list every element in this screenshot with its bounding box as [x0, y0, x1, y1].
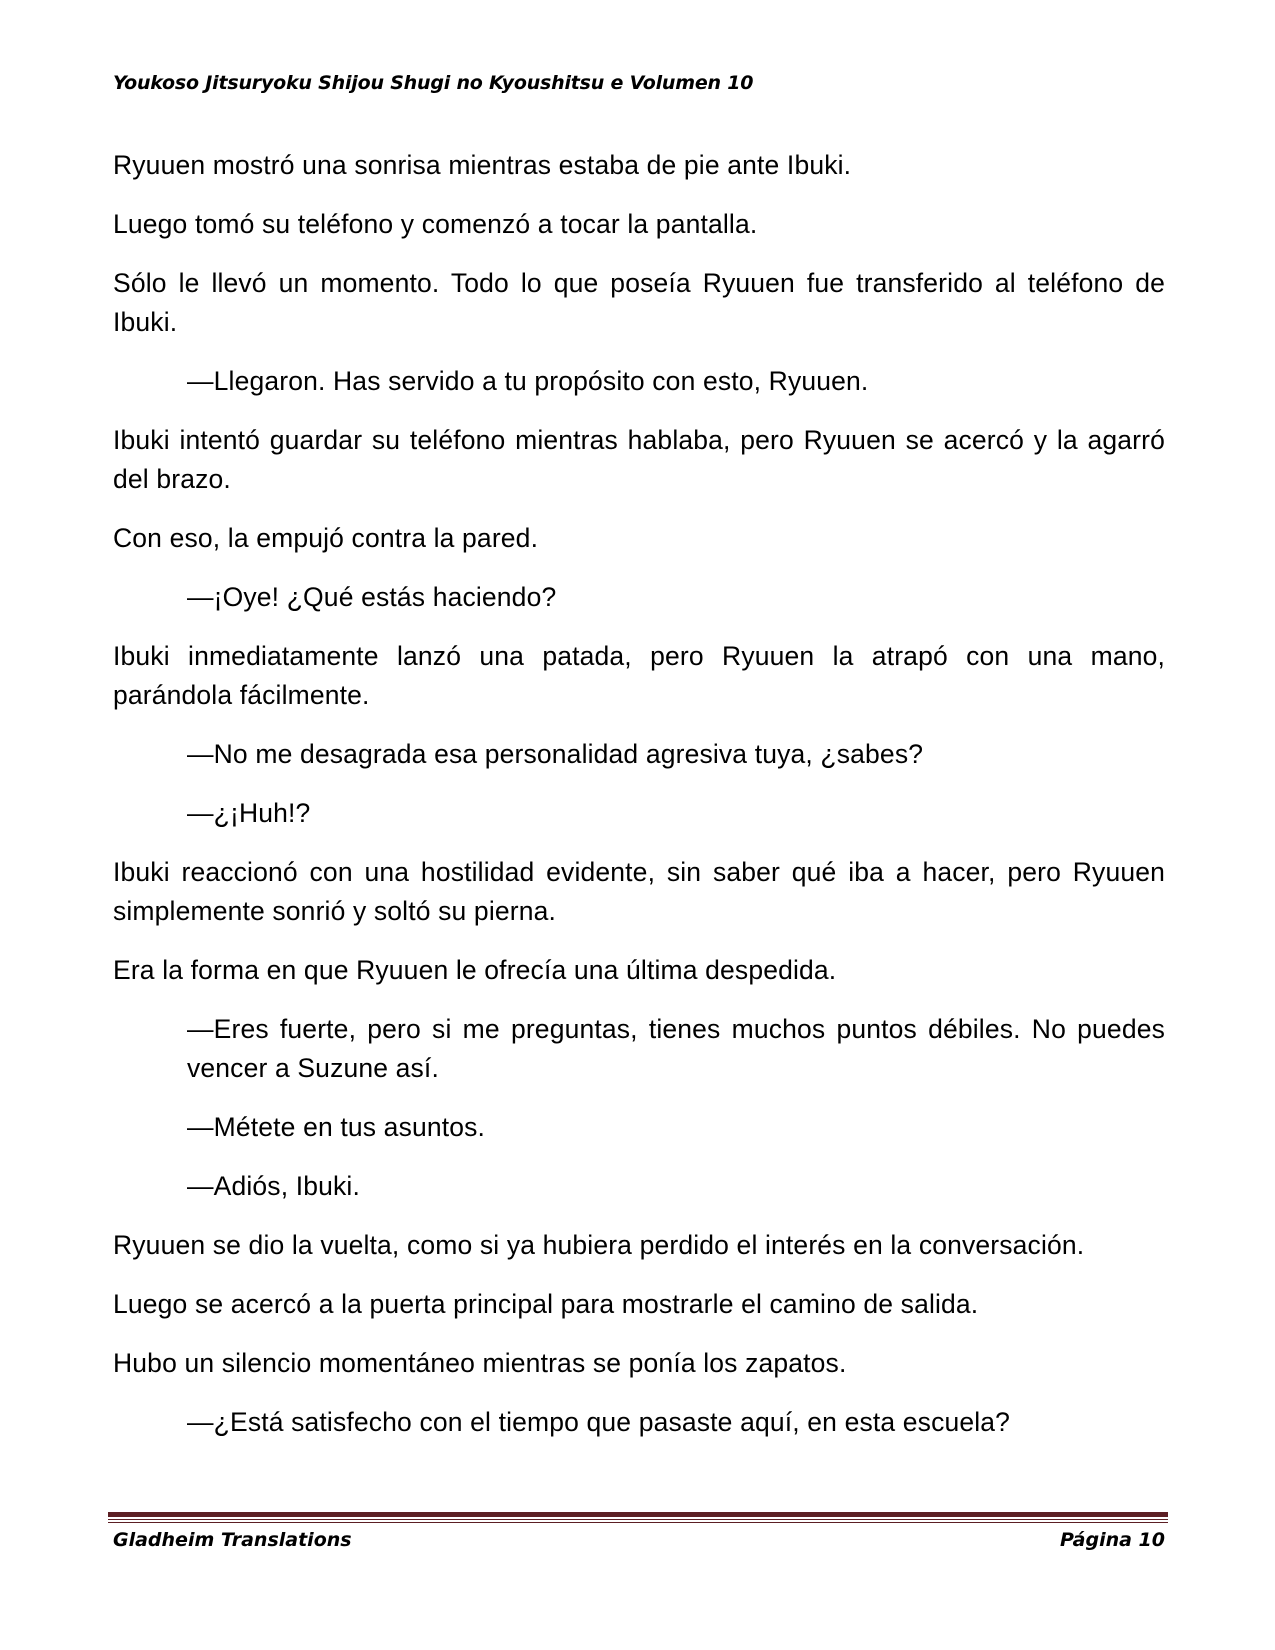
footer-page-number: Página 10: [1059, 1529, 1165, 1551]
dialogue-line: —Métete en tus asuntos.: [187, 1112, 486, 1142]
footer-rule-thick: [108, 1512, 1168, 1517]
page-body: [113, 146, 1165, 1462]
footer-translator: Gladheim Translations: [113, 1529, 352, 1551]
paragraph: Sólo le llevó un momento. Todo lo que poseía Ryuuen fue transferido al teléfono de Ibuki.: [113, 268, 1165, 337]
paragraph: Era la forma en que Ryuuen le ofrecía una última despedida.: [113, 955, 837, 985]
page-header-title: Youkoso Jitsuryoku Shijou Shugi no Kyoushitsu e Volumen 10: [113, 72, 754, 94]
dialogue-line: —¿Está satisfecho con el tiempo que pasaste aquí, en esta escuela?: [187, 1407, 1011, 1437]
paragraph: Ibuki reaccionó con una hostilidad evidente, sin saber qué iba a hacer, pero Ryuuen simplemente sonrió y soltó su pierna.: [113, 857, 1165, 926]
paragraph: Ibuki intentó guardar su teléfono mientras hablaba, pero Ryuuen se acercó y la agarró del brazo.: [113, 425, 1165, 494]
paragraph: Ryuuen mostró una sonrisa mientras estaba de pie ante Ibuki.: [113, 150, 852, 180]
dialogue-line: —No me desagrada esa personalidad agresiva tuya, ¿sabes?: [187, 739, 924, 769]
paragraph: Con eso, la empujó contra la pared.: [113, 523, 539, 553]
paragraph: Luego tomó su teléfono y comenzó a tocar la pantalla.: [113, 209, 758, 239]
dialogue-line: —Llegaron. Has servido a tu propósito con esto, Ryuuen.: [187, 366, 869, 396]
dialogue-line: —Eres fuerte, pero si me preguntas, tienes muchos puntos débiles. No puedes vencer a Suzune así.: [187, 1014, 1165, 1083]
paragraph: Ryuuen se dio la vuelta, como si ya hubiera perdido el interés en la conversación.: [113, 1230, 1085, 1260]
paragraph: Luego se acercó a la puerta principal para mostrarle el camino de salida.: [113, 1289, 979, 1319]
dialogue-line: —¿¡Huh!?: [187, 798, 311, 828]
paragraph: Hubo un silencio momentáneo mientras se ponía los zapatos.: [113, 1348, 847, 1378]
footer-rule-thin: [108, 1522, 1168, 1523]
dialogue-line: —¡Oye! ¿Qué estás haciendo?: [187, 582, 557, 612]
paragraph: Ibuki inmediatamente lanzó una patada, pero Ryuuen la atrapó con una mano, parándola fácilmente.: [113, 641, 1165, 710]
dialogue-line: —Adiós, Ibuki.: [187, 1171, 360, 1201]
footer-rule-thin: [108, 1519, 1168, 1520]
